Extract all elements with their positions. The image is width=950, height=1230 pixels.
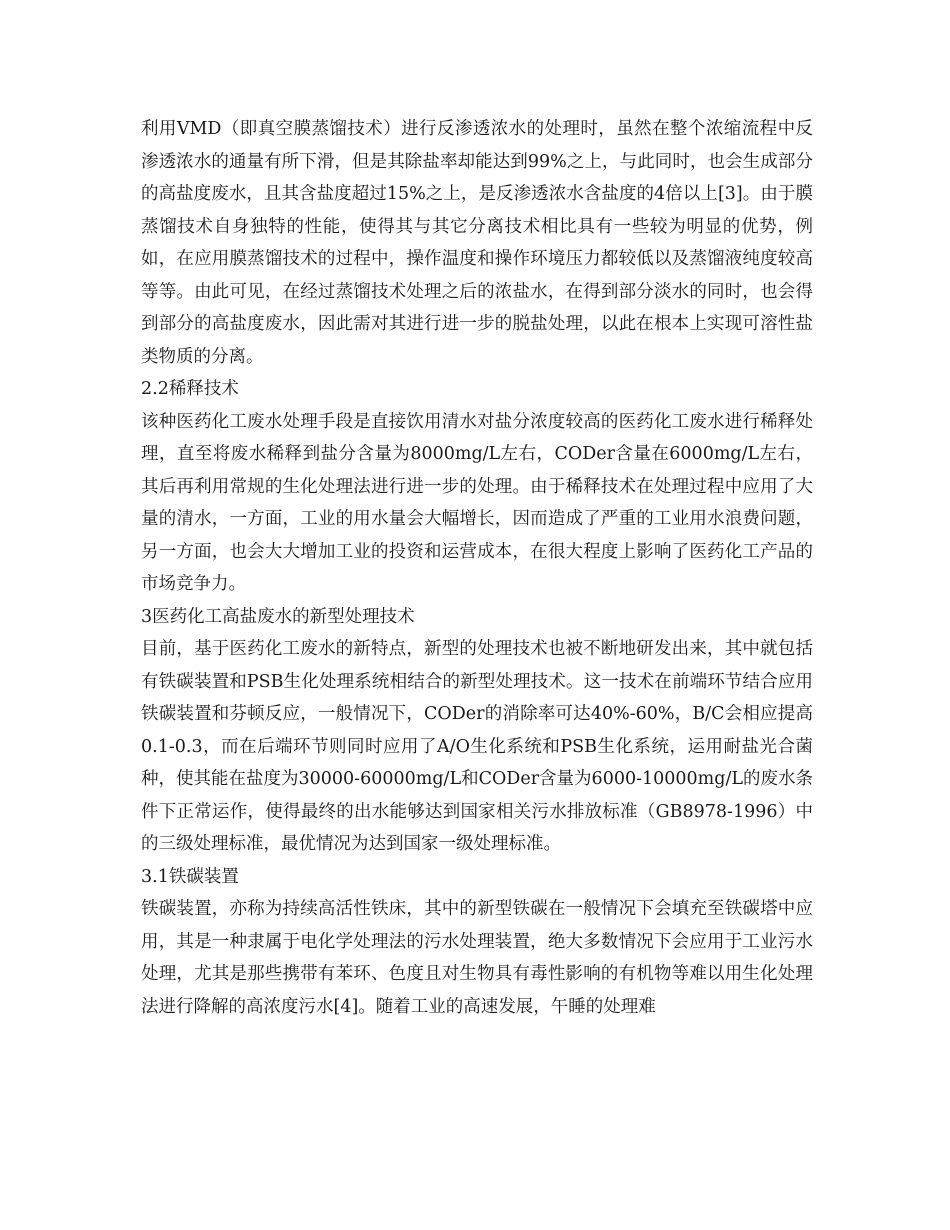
paragraph-new-technology: 目前，基于医药化工废水的新特点，新型的处理技术也被不断地研发出来，其中就包括有铁碳装置和PSB生化处理系统相结合的新型处理技术。这一技术在前端环节结合应用铁碳装置和芬顿反应，一般情况下，CODer的消除率可达40%-60%，B/C会相应提高0.1-0.3，而在后端环节则同时应用了A/O生化系统和PSB生化系统，运用耐盐光合菌种，使其能在盐度为30000-60000mg/L和CODer含量为6000-10000mg/L的废水条件下正常运作，使得最终的出水能够达到国家相关污水排放标准（GB8978-1996）中的三级处理标准，最优情况为达到国家一级处理标准。: [141, 639, 813, 854]
document-body: [141, 113, 813, 1023]
section-heading-3: 3医药化工高盐废水的新型处理技术: [141, 606, 415, 627]
paragraph-iron-carbon: 铁碳装置，亦称为持续高活性铁床，其中的新型铁碳在一般情况下会填充至铁碳塔中应用，其是一种隶属于电化学处理法的污水处理装置，绝大多数情况下会应用于工业污水处理，尤其是那些携带有苯环、色度且对生物具有毒性影响的有机物等难以用生化处理法进行降解的高浓度污水[4]。随着工业的高速发展，午睡的处理难: [141, 899, 813, 1017]
paragraph-dilution: 该种医药化工废水处理手段是直接饮用清水对盐分浓度较高的医药化工废水进行稀释处理，直至将废水稀释到盐分含量为8000mg/L左右，CODer含量在6000mg/L左右，其后再利用常规的生化处理法进行进一步的处理。由于稀释技术在处理过程中应用了大量的清水，一方面，工业的用水量会大幅增长，因而造成了严重的工业用水浪费问题，另一方面，也会大大增加工业的投资和运营成本，在很大程度上影响了医药化工产品的市场竞争力。: [141, 411, 813, 594]
section-heading-3-1: 3.1铁碳装置: [141, 866, 239, 887]
section-heading-2-2: 2.2稀释技术: [141, 379, 239, 399]
paragraph-vmd: 利用VMD（即真空膜蒸馏技术）进行反渗透浓水的处理时，虽然在整个浓缩流程中反渗透浓水的通量有所下滑，但是其除盐率却能达到99%之上，与此同时，也会生成部分的高盐度废水，且其含盐度超过15%之上，是反渗透浓水含盐度的4倍以上[3]。由于膜蒸馏技术自身独特的性能，使得其与其它分离技术相比具有一些较为明显的优势，例如，在应用膜蒸馏技术的过程中，操作温度和操作环境压力都较低以及蒸馏液纯度较高等等。由此可见，在经过蒸馏技术处理之后的浓盐水，在得到部分淡水的同时，也会得到部分的高盐度废水，因此需对其进行进一步的脱盐处理，以此在根本上实现可溶性盐类物质的分离。: [141, 119, 813, 367]
